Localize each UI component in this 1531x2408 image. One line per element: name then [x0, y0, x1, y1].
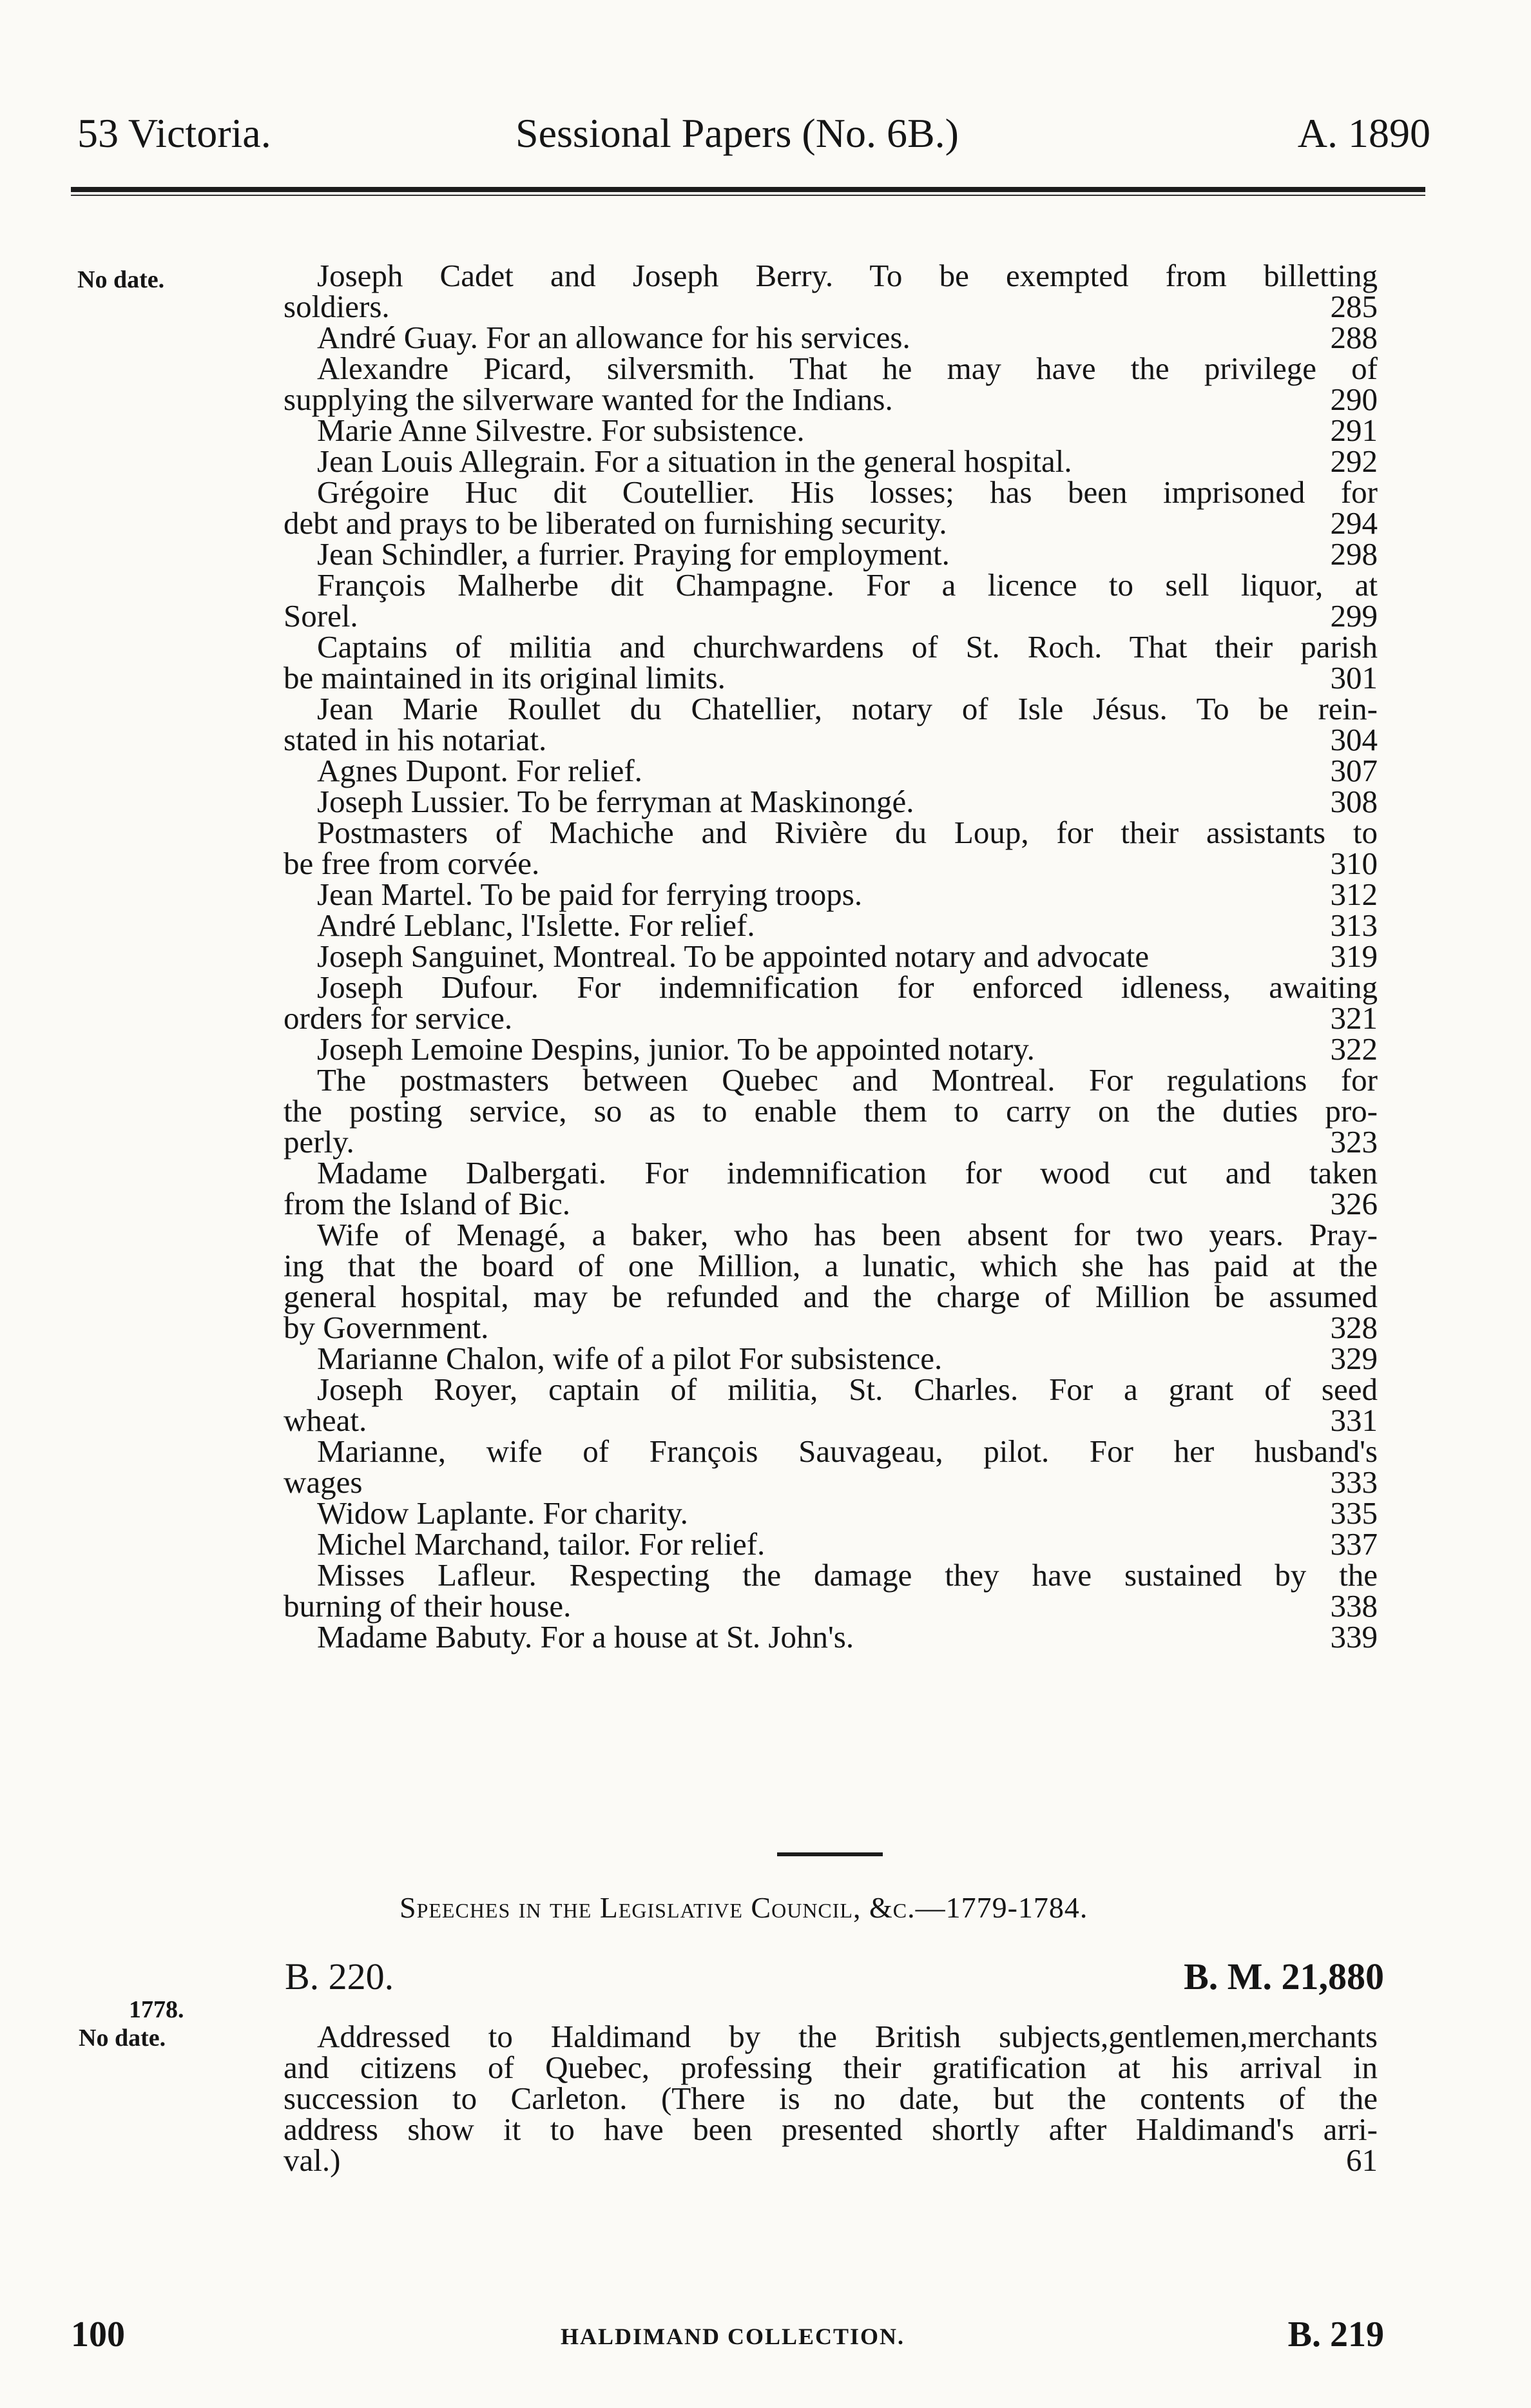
petition-entry — [284, 322, 1378, 353]
petition-page-number: 329 — [1330, 1341, 1378, 1376]
petition-entry — [284, 1495, 1378, 1531]
petition-line — [284, 969, 1378, 1005]
address-line — [284, 2052, 1378, 2083]
address-text: val.) — [284, 2142, 341, 2178]
petition-page-number: 301 — [1330, 660, 1378, 695]
petition-entry — [284, 1155, 1378, 1221]
petition-line — [284, 786, 1378, 817]
header-center: Sessional Papers (No. 6B.) — [515, 110, 959, 156]
petition-page-number: 308 — [1330, 784, 1378, 819]
petition-text: Jean Louis Allegrain. For a situation in the general hospital. — [317, 443, 1072, 479]
petition-page-number: 304 — [1330, 722, 1378, 757]
header-right: A. 1890 — [1297, 110, 1430, 156]
petition-text: Marie Anne Silvestre. For subsistence. — [317, 413, 805, 448]
petition-line — [284, 443, 1378, 479]
petition-entry — [284, 910, 1378, 941]
petition-page-number: 285 — [1330, 289, 1378, 324]
volume-reference: B. 220. — [285, 1956, 394, 1997]
petition-text: The postmasters between Quebec and Montreal. For regulations for — [317, 1062, 1378, 1098]
section-title-text: Speeches in the Legislative Council, &c.—1779-1784. — [400, 1891, 1088, 1924]
petition-entry — [284, 536, 1378, 572]
petition-entry — [284, 938, 1378, 974]
petition-line — [284, 1588, 1378, 1624]
petition-line — [284, 322, 1378, 353]
petition-line — [284, 291, 1378, 322]
petition-text: wages — [284, 1464, 363, 1500]
petition-text: Joseph Dufour. For indemnification for enforced idleness, awaiting — [317, 969, 1378, 1005]
petition-entry — [284, 817, 1378, 879]
petition-text: Jean Marie Roullet du Chatellier, notary of Isle Jésus. To be rein- — [317, 691, 1378, 726]
petition-text: orders for service. — [284, 1000, 513, 1036]
petition-line — [284, 1464, 1378, 1500]
petition-entry — [284, 786, 1378, 817]
petition-text: Misses Lafleur. Respecting the damage they have sustained by the — [317, 1557, 1378, 1593]
petition-text: be free from corvée. — [284, 846, 540, 881]
petition-text: Grégoire Huc dit Coutellier. His losses; has been imprisoned for — [317, 474, 1378, 510]
petition-text: Madame Dalbergati. For indemnification for wood cut and taken — [317, 1155, 1378, 1190]
footer-collection: HALDIMAND COLLECTION. — [561, 2324, 905, 2349]
petition-text: Jean Schindler, a furrier. Praying for employment. — [317, 536, 950, 572]
petition-page-number: 321 — [1330, 1000, 1378, 1036]
petition-line — [284, 848, 1378, 879]
header-rule-thin — [71, 195, 1425, 196]
petition-page-number: 310 — [1330, 846, 1378, 881]
petition-line — [284, 1155, 1378, 1190]
address-text: and citizens of Quebec, professing their gratification at his arrival in — [284, 2050, 1378, 2085]
footer-reference: B. 219 — [1287, 2315, 1384, 2355]
petition-line — [284, 1619, 1378, 1655]
petition-text: Widow Laplante. For charity. — [317, 1495, 688, 1531]
petition-text: be maintained in its original limits. — [284, 660, 726, 695]
petition-line — [284, 353, 1378, 384]
petition-entry — [284, 969, 1378, 1036]
section-title — [400, 1889, 1088, 1927]
petition-entry — [284, 1062, 1378, 1160]
petition-entry — [284, 1219, 1378, 1343]
petition-text: André Leblanc, l'Islette. For relief. — [317, 908, 755, 943]
petition-page-number: 338 — [1330, 1588, 1378, 1624]
petition-page-number: 335 — [1330, 1495, 1378, 1531]
petition-page-number: 294 — [1330, 505, 1378, 541]
petition-line — [284, 1031, 1378, 1067]
petition-line — [284, 1281, 1378, 1312]
petition-text: by Government. — [284, 1310, 489, 1345]
address-line — [284, 2021, 1378, 2052]
petition-text: Sorel. — [284, 598, 358, 634]
margin-note-no-date-2: No date. — [79, 2024, 166, 2052]
petition-page-number: 323 — [1330, 1124, 1378, 1160]
petition-page-number: 312 — [1330, 877, 1378, 912]
petition-entry — [284, 629, 1378, 695]
petition-page-number: 326 — [1330, 1186, 1378, 1221]
petition-line — [284, 1433, 1378, 1469]
petition-page-number: 291 — [1330, 413, 1378, 448]
petition-text: wheat. — [284, 1403, 367, 1438]
petition-text: Agnes Dupont. For relief. — [317, 753, 642, 788]
address-text: Addressed to Haldimand by the British subjects,gentlemen,merchants — [317, 2019, 1378, 2054]
petition-text: ing that the board of one Million, a lunatic, which she has paid at the — [284, 1248, 1378, 1283]
petition-line — [284, 1000, 1378, 1036]
margin-note-no-date: No date. — [77, 266, 165, 293]
petition-entry — [284, 879, 1378, 910]
petition-line — [284, 1343, 1378, 1374]
petition-entry — [284, 1526, 1378, 1562]
petition-entry — [284, 474, 1378, 541]
petition-page-number: 290 — [1330, 382, 1378, 417]
petition-line — [284, 1374, 1378, 1405]
petition-page-number: 298 — [1330, 536, 1378, 572]
petition-text: the posting service, so as to enable them to carry on the duties pro- — [284, 1093, 1378, 1129]
petition-entry — [284, 415, 1378, 446]
petition-entry — [284, 1343, 1378, 1374]
petition-text: burning of their house. — [284, 1588, 572, 1624]
page-number: 100 — [71, 2315, 125, 2355]
petition-entry — [284, 353, 1378, 415]
petition-text: Joseph Lemoine Despins, junior. To be appointed notary. — [317, 1031, 1035, 1067]
address-line — [284, 2114, 1378, 2145]
petition-list — [284, 260, 1378, 1653]
petition-text: Marianne, wife of François Sauvageau, pilot. For her husband's — [317, 1433, 1378, 1469]
british-museum-reference: B. M. 21,880 — [1184, 1956, 1384, 1997]
petition-line — [284, 567, 1378, 603]
petition-entry — [284, 1374, 1378, 1436]
petition-text: perly. — [284, 1124, 354, 1160]
petition-text: Jean Martel. To be paid for ferrying troops. — [317, 877, 863, 912]
petition-text: François Malherbe dit Champagne. For a licence to sell liquor, at — [317, 567, 1378, 603]
address-line — [284, 2142, 1378, 2178]
petition-line — [284, 1062, 1378, 1098]
petition-line — [284, 598, 1378, 634]
petition-text: debt and prays to be liberated on furnishing security. — [284, 505, 947, 541]
petition-entry — [284, 1433, 1378, 1500]
petition-page-number: 337 — [1330, 1526, 1378, 1562]
petition-line — [284, 1124, 1378, 1160]
petition-page-number: 292 — [1330, 443, 1378, 479]
petition-text: Alexandre Picard, silversmith. That he may have the privilege of — [317, 351, 1378, 386]
petition-line — [284, 938, 1378, 974]
petition-line — [284, 910, 1378, 941]
petition-page-number: 328 — [1330, 1310, 1378, 1345]
petition-line — [284, 724, 1378, 755]
petition-line — [284, 817, 1378, 848]
petition-page-number: 333 — [1330, 1464, 1378, 1500]
petition-line — [284, 384, 1378, 415]
petition-text: general hospital, may be refunded and the charge of Million be assumed — [284, 1279, 1378, 1314]
petition-line — [284, 260, 1378, 291]
petition-text: stated in his notariat. — [284, 722, 547, 757]
petition-page-number: 307 — [1330, 753, 1378, 788]
petition-text: from the Island of Bic. — [284, 1186, 570, 1221]
petition-line — [284, 1557, 1378, 1593]
petition-text: Captains of militia and churchwardens of St. Roch. That their parish — [317, 629, 1378, 665]
petition-line — [284, 1526, 1378, 1562]
petition-text: Wife of Menagé, a baker, who has been absent for two years. Pray- — [317, 1217, 1378, 1252]
petition-line — [284, 474, 1378, 510]
petition-entry — [284, 691, 1378, 757]
petition-line — [284, 415, 1378, 446]
petition-entry — [284, 1557, 1378, 1624]
petition-page-number: 331 — [1330, 1403, 1378, 1438]
petition-line — [284, 629, 1378, 665]
address-text: succession to Carleton. (There is no date, but the contents of the — [284, 2081, 1378, 2116]
petition-entry — [284, 567, 1378, 634]
petition-text: Michel Marchand, tailor. For relief. — [317, 1526, 766, 1562]
petition-line — [284, 1093, 1378, 1129]
petition-line — [284, 536, 1378, 572]
header-rule — [71, 187, 1425, 192]
petition-text: Joseph Cadet and Joseph Berry. To be exempted from billetting — [317, 258, 1378, 293]
petition-line — [284, 1219, 1378, 1250]
petition-text: Joseph Royer, captain of militia, St. Charles. For a grant of seed — [317, 1372, 1378, 1407]
running-header — [71, 104, 1430, 162]
petition-line — [284, 1312, 1378, 1343]
petition-text: soldiers. — [284, 289, 390, 324]
petition-line — [284, 1495, 1378, 1531]
petition-line — [284, 1250, 1378, 1281]
petition-line — [284, 755, 1378, 786]
petition-text: André Guay. For an allowance for his services. — [317, 320, 910, 355]
petition-page-number: 322 — [1330, 1031, 1378, 1067]
petition-page-number: 299 — [1330, 598, 1378, 634]
petition-text: supplying the silverware wanted for the Indians. — [284, 382, 893, 417]
petition-line — [284, 1405, 1378, 1436]
petition-text: Postmasters of Machiche and Rivière du Loup, for their assistants to — [317, 815, 1378, 850]
petition-page-number: 339 — [1330, 1619, 1378, 1655]
petition-line — [284, 1186, 1378, 1221]
address-line — [284, 2083, 1378, 2114]
petition-text: Joseph Sanguinet, Montreal. To be appointed notary and advocate — [317, 938, 1150, 974]
petition-text: Madame Babuty. For a house at St. John's. — [317, 1619, 854, 1655]
petition-line — [284, 691, 1378, 726]
petition-text: Joseph Lussier. To be ferryman at Maskinongé. — [317, 784, 914, 819]
petition-page-number: 288 — [1330, 320, 1378, 355]
petition-entry — [284, 260, 1378, 322]
petition-page-number: 319 — [1330, 938, 1378, 974]
petition-entry — [284, 443, 1378, 479]
petition-text: Marianne Chalon, wife of a pilot For subsistence. — [317, 1341, 943, 1376]
address-text: address show it to have been presented shortly after Haldimand's arri- — [284, 2112, 1378, 2147]
petition-line — [284, 879, 1378, 910]
header-left: 53 Victoria. — [77, 110, 271, 156]
section-separator — [777, 1852, 883, 1856]
petition-line — [284, 505, 1378, 541]
address-page-number: 61 — [1346, 2142, 1378, 2178]
petition-entry — [284, 755, 1378, 786]
petition-entry — [284, 1031, 1378, 1067]
petition-line — [284, 660, 1378, 695]
petition-entry — [284, 1619, 1378, 1655]
petition-page-number: 313 — [1330, 908, 1378, 943]
address-entry — [284, 2021, 1378, 2176]
margin-note-year: 1778. — [129, 1996, 184, 2023]
